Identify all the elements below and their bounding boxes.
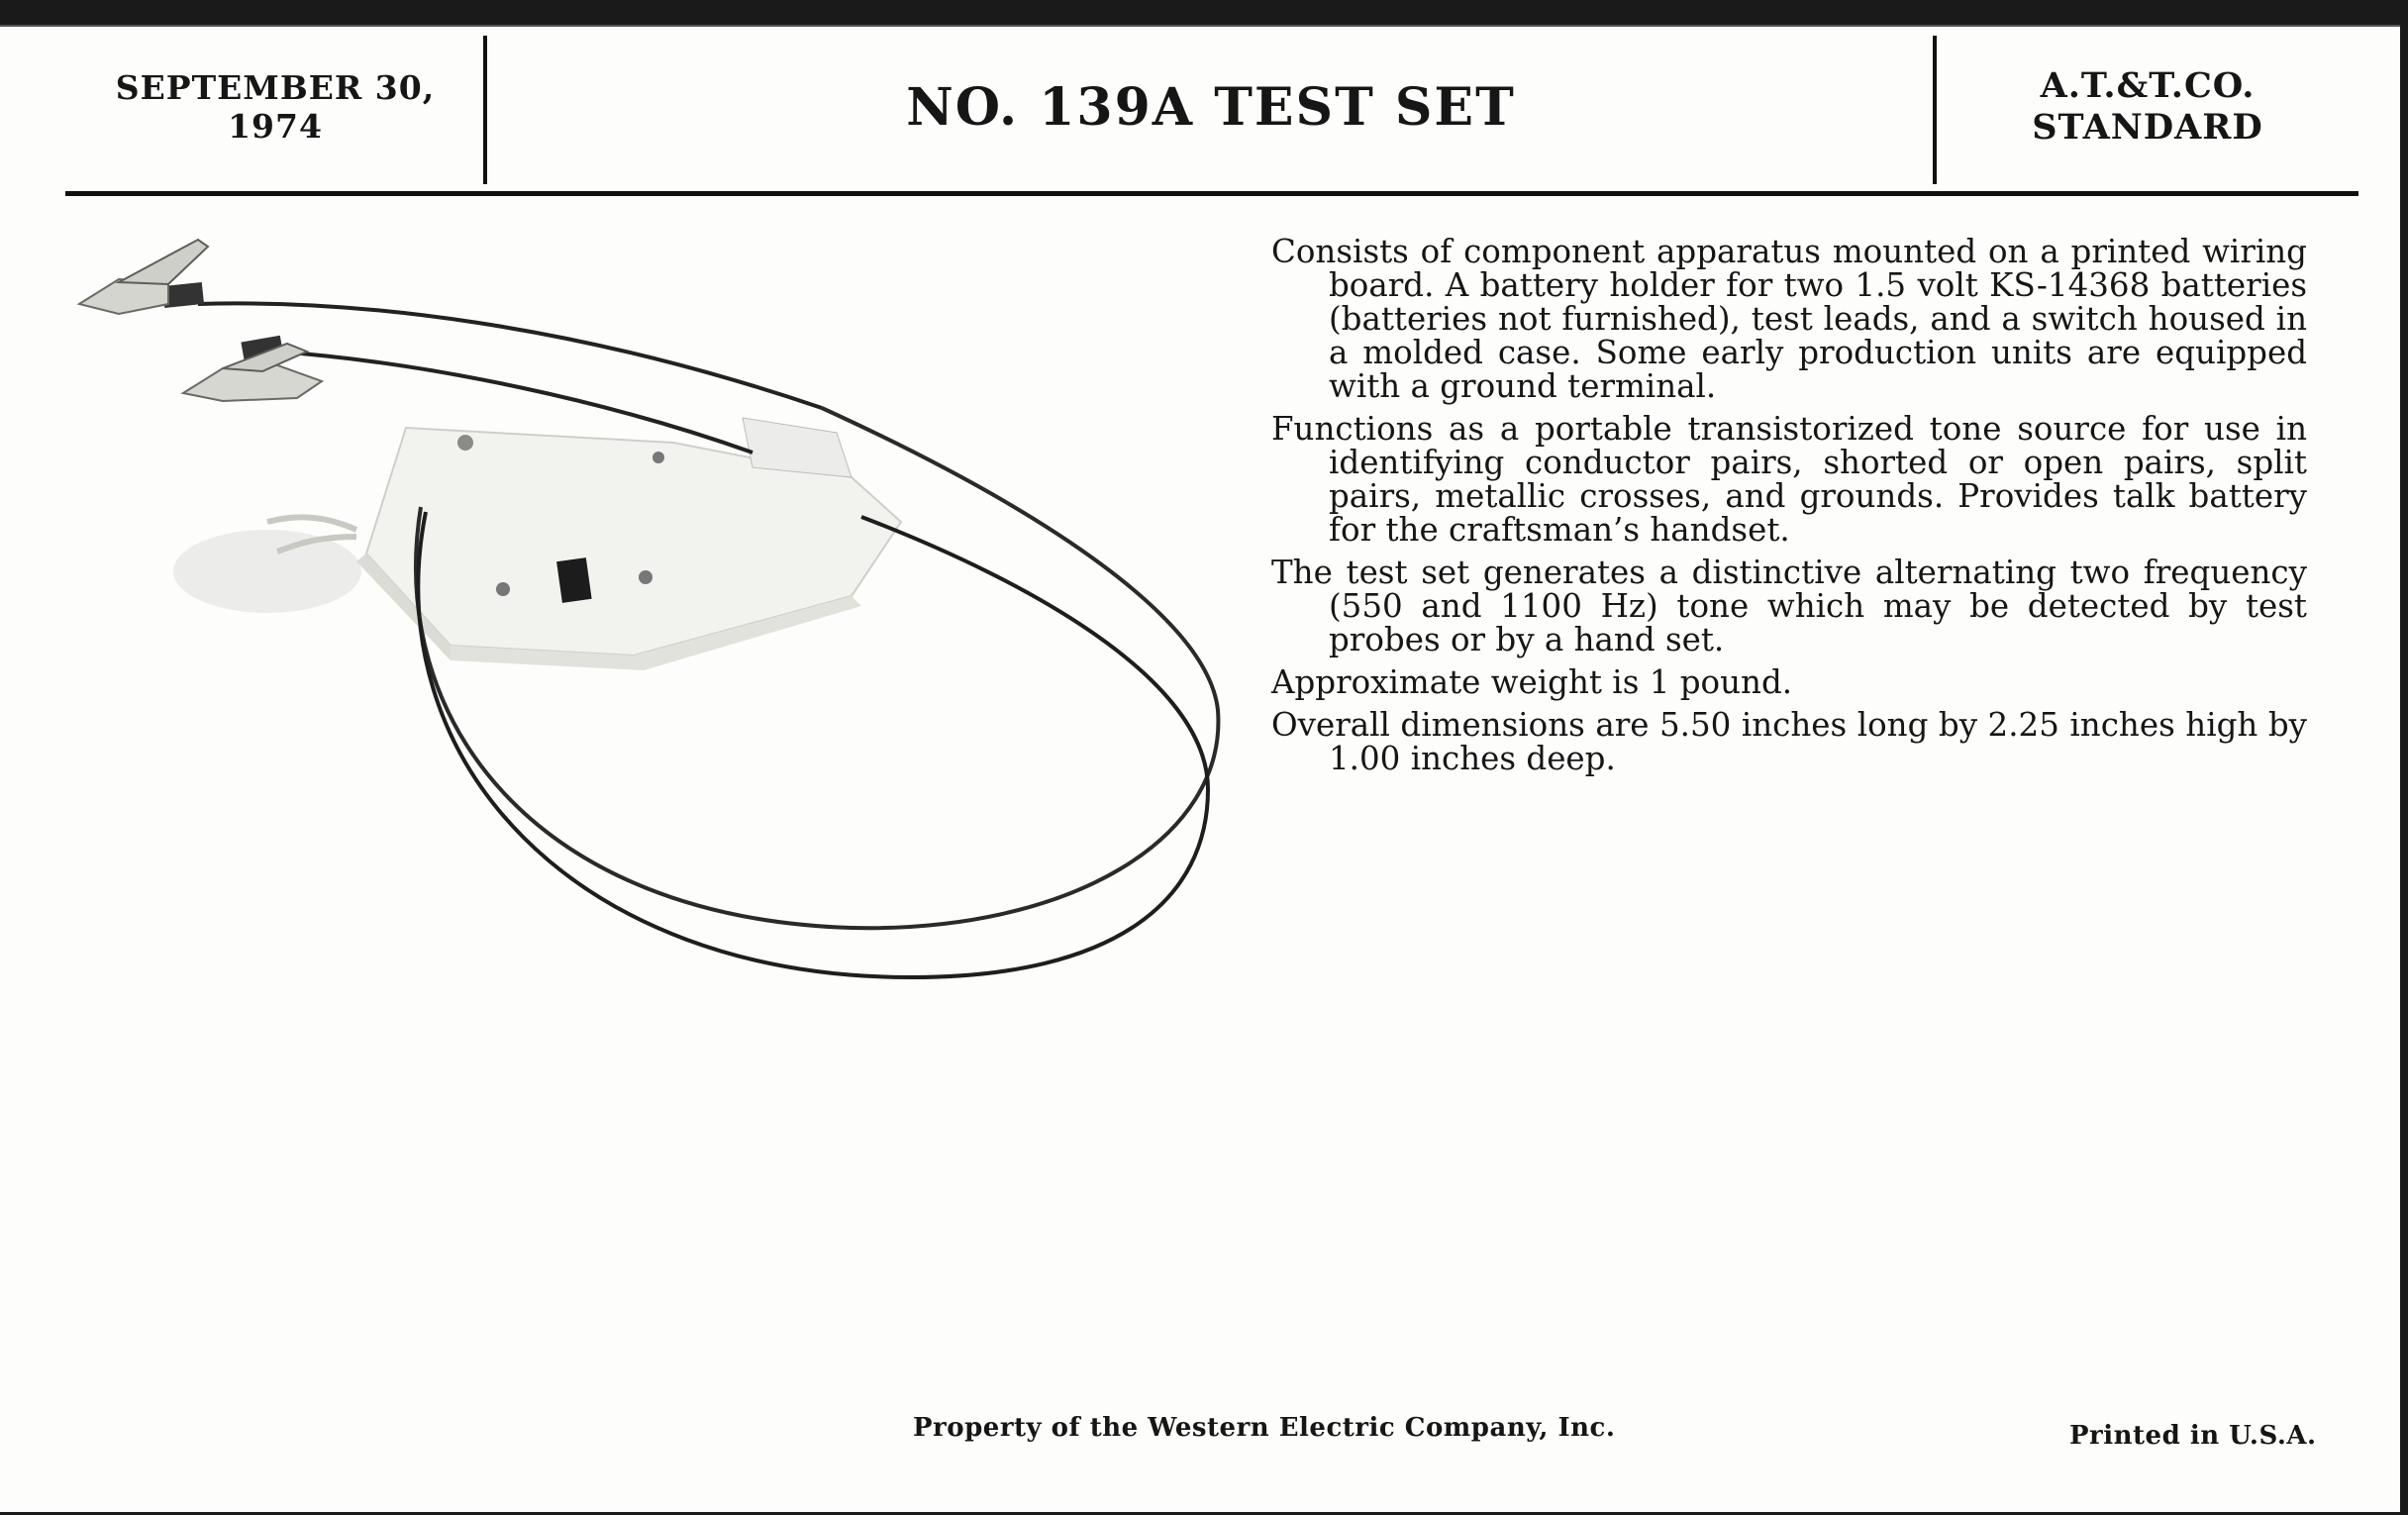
description-paragraph: Functions as a portable transistorized tone source for use in identifying conductor pairs, shorted or open pairs, split pairs, metallic crosses, and grounds. Provides talk battery for the craftsman’s handset. — [1271, 410, 2307, 549]
description-paragraph: Approximate weight is 1 pound. — [1271, 663, 1793, 701]
photo-shadow — [173, 530, 361, 613]
description-paragraph: Consists of component apparatus mounted on a printed wiring board. A battery holder for two 1.5 volt KS-14368 batteries (batteries not furnished), test leads, and a switch housed in a molded case. Some early production units are equipped with a ground terminal. — [1271, 233, 2307, 405]
alligator-clip-2 — [183, 336, 322, 401]
test-set-photo — [59, 205, 1248, 997]
header — [65, 32, 2358, 182]
description — [1271, 235, 2307, 784]
description-paragraph: Overall dimensions are 5.50 inches long by 2.25 inches high by 1.00 inches deep. — [1271, 706, 2307, 777]
spec-card — [0, 25, 2400, 1512]
test-set-box — [356, 418, 901, 670]
property-notice: Property of the Western Electric Company, Inc. — [913, 1413, 1616, 1443]
header-rule — [65, 191, 2358, 196]
issue-date: SEPTEMBER 30, 1974 — [115, 68, 436, 146]
page-title: NO. 139A TEST SET — [906, 76, 1516, 138]
description-paragraph: The test set generates a distinctive alternating two frequency (550 and 1100 Hz) tone which may be detected by test probes or by a hand set. — [1271, 554, 2307, 658]
standard-line-1: A.T.&T.CO. — [2040, 65, 2256, 106]
alligator-clip-1 — [79, 240, 208, 314]
printed-notice: Printed in U.S.A. — [2069, 1421, 2317, 1451]
standard-label — [1937, 32, 2358, 182]
standard-line-2: STANDARD — [2032, 107, 2263, 148]
